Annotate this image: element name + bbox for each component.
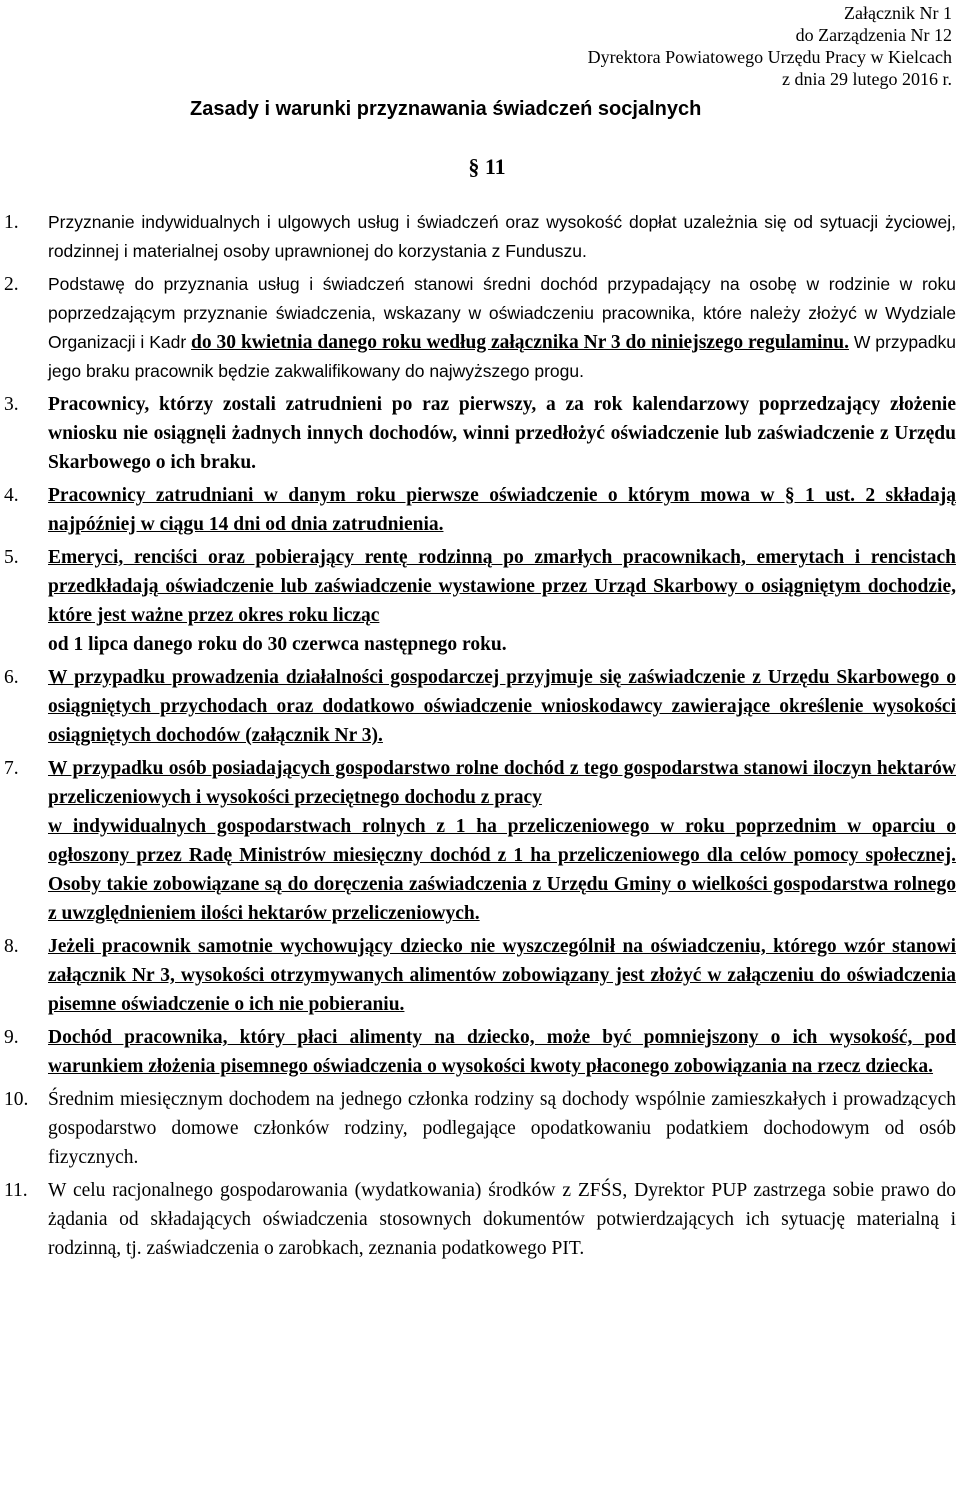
attachment-header xyxy=(352,2,952,90)
document-title: Zasady i warunki przyznawania świadczeń socjalnych xyxy=(190,98,702,120)
item-text: Emeryci, renciści oraz pobierający rentę rodzinną po zmarłych pracownikach, emerytach i rencistach przedkładają oświadczenie lub zaświadczenie wystawione przez Urząd Skarbowy o osiągniętym dochodzie, które jest ważne przez okres roku licząc xyxy=(48,547,956,626)
header-line-ordinance: do Zarządzenia Nr 12 xyxy=(795,25,952,45)
list-item-11 xyxy=(0,1176,960,1263)
item-text-continued: od 1 lipca danego roku do 30 czerwca następnego roku. xyxy=(48,634,507,655)
item-text: Jeżeli pracownik samotnie wychowujący dziecko nie wyszczególnił na oświadczeniu, którego wzór stanowi załącznik Nr 3, wysokości otrzymywanych alimentów zobowiązany jest złożyć w załączeniu do oświadczenia pisemne oświadczenie o ich nie pobieraniu. xyxy=(48,936,956,1015)
item-number: 2. xyxy=(4,274,19,295)
item-text: Pracownicy, którzy zostali zatrudnieni po raz pierwszy, a za rok kalendarzowy poprzedzający złożenie wniosku nie osiągnęli żadnych innych dochodów, winni przedłożyć oświadczenie lub zaświadczenie z Urzędu Skarbowego o ich braku. xyxy=(48,394,956,473)
list-item-2 xyxy=(0,270,960,386)
list-item-6 xyxy=(0,663,960,750)
item-number: 8. xyxy=(4,936,19,957)
item-text: W przypadku jego braku pracownik będzie zakwalifikowany do najwyższego progu. xyxy=(48,332,956,381)
item-text: W przypadku osób posiadających gospodarstwo rolne dochód z tego gospodarstwa stanowi iloczyn hektarów przeliczeniowych i wysokości przeciętnego dochodu z pracy xyxy=(48,758,956,808)
item-number: 3. xyxy=(4,394,19,415)
item-number: 7. xyxy=(4,758,19,779)
item-text-continued: w indywidualnych gospodarstwach rolnych z 1 ha przeliczeniowego w roku poprzednim w oparciu o ogłoszony przez Radę Ministrów miesięczny dochód z 1 ha przeliczeniowego dla celów pomocy społecznej. Osoby takie zobowiązane są do doręczenia zaświadczenia z Urzędu Gminy o wielkości gospodarstwa rolnego z uwzględnieniem ilości hektarów przeliczeniowych. xyxy=(48,816,956,924)
item-number: 5. xyxy=(4,547,19,568)
item-number: 11. xyxy=(4,1180,28,1201)
item-number: 6. xyxy=(4,667,19,688)
list-item-3 xyxy=(0,390,960,477)
list-item-10 xyxy=(0,1085,960,1172)
item-text: Podstawę do przyznania usług i świadczeń stanowi średni dochód przypadający na osobę w rodzinie w roku poprzedzającym przyznanie świadczenia, wskazany w oświadczeniu pracownika, które należy złożyć w Wydziale Organizacji i Kadr xyxy=(48,274,956,352)
section-heading: § 11 xyxy=(468,154,506,179)
list-item-7 xyxy=(0,754,960,928)
list-item-9 xyxy=(0,1023,960,1081)
item-number: 10. xyxy=(4,1089,29,1110)
header-line-date: z dnia 29 lutego 2016 r. xyxy=(782,69,952,89)
list-item-8 xyxy=(0,932,960,1019)
header-line-director: Dyrektora Powiatowego Urzędu Pracy w Kielcach xyxy=(587,47,952,67)
item-text: Dochód pracownika, który płaci alimenty na dziecko, może być pomniejszony o ich wysokość, pod warunkiem złożenia pisemnego oświadczenia o wysokości kwoty płaconego zobowiązania na rzecz dziecka. xyxy=(48,1027,956,1077)
item-text: W celu racjonalnego gospodarowania (wydatkowania) środków z ZFŚS, Dyrektor PUP zastrzega sobie prawo do żądania od składających oświadczenia stosownych dokumentów potwierdzających ich sytuację materialną i rodzinną, tj. zaświadczenia o zarobkach, zeznania podatkowego PIT. xyxy=(48,1180,956,1259)
item-text: W przypadku prowadzenia działalności gospodarczej przyjmuje się zaświadczenie z Urzędu Skarbowego o osiągniętych przychodach oraz dodatkowo oświadczenie wnioskodawcy zawierające określenie wysokości osiągniętych dochodów (załącznik Nr 3). xyxy=(48,667,956,746)
header-line-attachment: Załącznik Nr 1 xyxy=(844,3,952,23)
list-item-1 xyxy=(0,208,960,266)
item-number: 1. xyxy=(4,212,19,233)
item-number: 4. xyxy=(4,485,19,506)
rules-list xyxy=(0,208,960,1267)
list-item-5 xyxy=(0,543,960,659)
item-number: 9. xyxy=(4,1027,19,1048)
item-text: Przyznanie indywidualnych i ulgowych usług i świadczeń oraz wysokość dopłat uzależnia się od sytuacji życiowej, rodzinnej i materialnej osoby uprawnionej do korzystania z Funduszu. xyxy=(48,212,956,261)
item-text: Pracownicy zatrudniani w danym roku pierwsze oświadczenie o którym mowa w § 1 ust. 2 składają najpóźniej w ciągu 14 dni od dnia zatrudnienia. xyxy=(48,485,956,535)
item-text: Średnim miesięcznym dochodem na jednego członka rodziny są dochody wspólnie zamieszkałych i prowadzących gospodarstwo domowe członków rodziny, podlegające opodatkowaniu podatkiem dochodowym od osób fizycznych. xyxy=(48,1089,956,1168)
list-item-4 xyxy=(0,481,960,539)
item-text-emphasis: do 30 kwietnia danego roku według załącznika Nr 3 do niniejszego regulaminu. xyxy=(191,332,849,353)
